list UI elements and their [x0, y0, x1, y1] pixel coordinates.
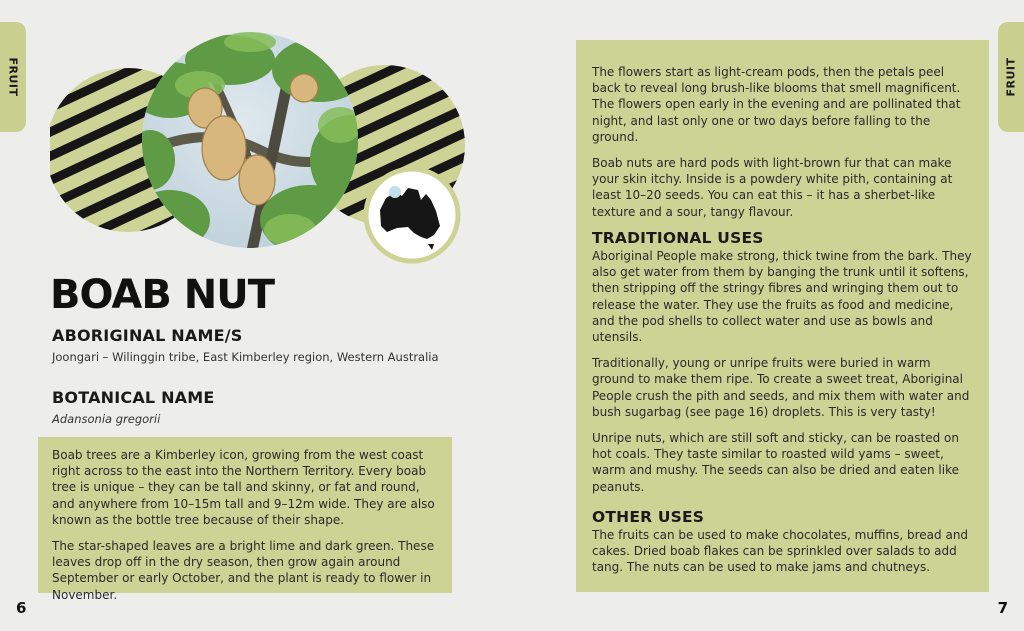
details-panel: [576, 40, 989, 592]
page-number-right: 7: [997, 599, 1008, 617]
intro-paragraph: Boab trees are a Kimberley icon, growing from the west coast right across to the east into the Northern Territory. Every boab tree is unique – they can be tall and skinny, or fat and round, and anywhere from 10–15m tall and 9–12m wide. They are also known as the bottle tree because of their shape.: [52, 448, 435, 527]
section-tab-right: [998, 22, 1024, 132]
section-tab-right-label: FRUIT: [1004, 57, 1018, 97]
botanical-name-text: Adansonia gregorii: [52, 412, 161, 426]
aboriginal-names-text: Joongari – Wilinggin tribe, East Kimberley region, Western Australia: [52, 350, 439, 364]
intro-paragraph: The star-shaped leaves are a bright lime and dark green. These leaves drop off in the dry season, then grow again around September or early October, and the plant is ready to flower in November.: [52, 539, 435, 602]
description-paragraph: The flowers start as light-cream pods, then the petals peel back to reveal long brush-like blooms that smell magnificent. The flowers open early in the evening and are pollinated that night, and last only one or two days before falling to the ground.: [592, 65, 961, 144]
traditional-uses-paragraph: Aboriginal People make strong, thick twine from the bark. They also get water from them by banging the trunk until it softens, then stripping off the stringy fibres and wringing them out to release the water. They use the fruits as food and medicine, and the pod shells to collect water and use as bowls and utensils.: [592, 249, 972, 345]
description-paragraph: Boab nuts are hard pods with light-brown fur that can make your skin itchy. Inside is a powdery white pith, containing at least 10–20 seeds. You can eat this – it has a sherbet-like texture and a sour, tangy flavour.: [592, 156, 953, 219]
boab-tree-photo: [125, 30, 390, 260]
page-number-left: 6: [16, 599, 27, 617]
intro-panel: [38, 437, 452, 602]
page-title: BOAB NUT: [50, 272, 275, 318]
aboriginal-names-heading: ABORIGINAL NAME/S: [52, 326, 243, 345]
traditional-uses-heading: TRADITIONAL USES: [592, 228, 764, 247]
header-illustration: [50, 30, 470, 275]
traditional-uses-paragraph: Traditionally, young or unripe fruits were buried in warm ground to make them ripe. To create a sweet treat, Aboriginal People crush the pith and seeds, and mix them with water and bush sugarbag (see page 16) droplets. This is very tasty!: [592, 356, 970, 419]
section-tab-left: [0, 22, 26, 132]
australia-map-icon: [366, 169, 458, 261]
other-uses-paragraph: The fruits can be used to make chocolates, muffins, bread and cakes. Dried boab flakes can be sprinkled over salads to add tang. The nuts can be used to make jams and chutneys.: [592, 528, 969, 575]
botanical-name-heading: BOTANICAL NAME: [52, 388, 215, 407]
traditional-uses-paragraph: Unripe nuts, which are still soft and sticky, can be roasted on hot coals. They taste similar to roasted wild yams – sweet, warm and mushy. The seeds can also be dried and eaten like peanuts.: [592, 431, 959, 494]
other-uses-heading: OTHER USES: [592, 507, 705, 526]
section-tab-left-label: FRUIT: [6, 57, 20, 97]
